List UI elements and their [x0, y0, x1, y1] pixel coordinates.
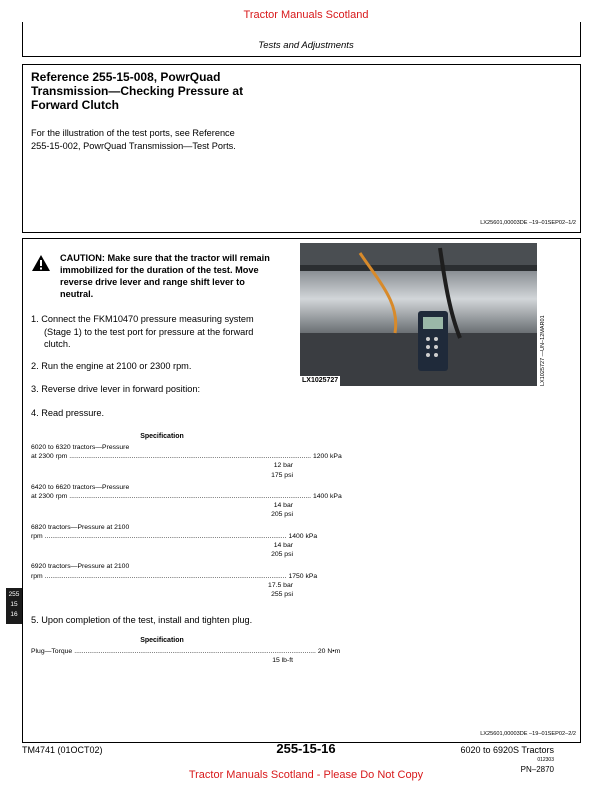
spec-row: [31, 647, 341, 656]
header-left-rule: [22, 22, 23, 56]
small-code: 012303: [537, 757, 554, 763]
spec-entry: [31, 562, 318, 599]
spec-label: 6020 to 6320 tractors—Pressure: [31, 444, 130, 451]
spec-value: 14 bar: [273, 502, 293, 510]
block1-top-rule: [22, 64, 581, 65]
spec-label: 6420 to 6620 tractors—Pressure: [31, 483, 130, 491]
caution-text: [60, 252, 305, 300]
block1-code: LX25601,00003DE –19–01SEP02–1/2: [480, 220, 576, 226]
spec-label: 6920 tractors—Pressure at 2100: [31, 563, 130, 571]
caution-line: neutral.: [60, 289, 94, 299]
title-line: Reference 255-15-008, PowrQuad: [31, 70, 221, 84]
spec-label-cont: at 2300 rpm: [31, 493, 68, 501]
title-line: Forward Clutch: [31, 98, 120, 112]
leader-dots: ................................................................................................................................: [74, 648, 316, 655]
spec-value: 12 bar: [273, 462, 293, 470]
spec-row: [31, 492, 342, 501]
photo-side-label: LX1025727 —UN–12MAR01: [540, 315, 546, 386]
photo-label: LX1025727: [302, 377, 339, 384]
header-rule: [22, 56, 581, 57]
tab-line: 255: [8, 591, 20, 598]
models: 6020 to 6920S Tractors: [460, 745, 554, 755]
leader-dots: ................................................................................................................................: [69, 453, 311, 461]
spec-row: [31, 452, 342, 461]
leader-dots: ................................................................................................................................: [69, 493, 311, 501]
spec-entry: [31, 443, 342, 480]
reference-paragraph: [31, 127, 331, 153]
spec-value: 14 bar: [273, 542, 293, 550]
paragraph-line: 255-15-002, PowrQuad Transmission—Test Ports.: [31, 141, 236, 151]
spec-value: 1750 kPa: [288, 572, 318, 580]
paragraph-line: For the illustration of the test ports, see Reference: [31, 128, 235, 138]
spec-label: Plug—Torque: [31, 648, 73, 655]
spec-value: 205 psi: [271, 551, 293, 559]
step-2: 2. Run the engine at 2100 or 2300 rpm.: [31, 361, 192, 371]
spec-value: 1400 kPa: [313, 493, 342, 501]
step-4: 4. Read pressure.: [31, 408, 105, 418]
plug-spec: [31, 647, 341, 665]
spec-entry: [31, 483, 342, 520]
spec-label-cont: at 2300 rpm: [31, 453, 68, 461]
section-header: Tests and Adjustments: [258, 40, 354, 51]
caution-icon: [31, 253, 51, 273]
block2-top-rule: [22, 238, 581, 239]
caution-line: immobilized for the duration of the test. Move: [60, 265, 259, 275]
spec-row: [31, 572, 318, 581]
step-3: 3. Reverse drive lever in forward position:: [31, 384, 201, 394]
spec-value: 20 N•m: [317, 648, 341, 655]
block1-left-rule: [22, 64, 23, 232]
spec-label: 6820 tractors—Pressure at 2100: [31, 523, 130, 531]
spec-value: 1400 kPa: [288, 532, 318, 540]
caution-line: CAUTION: Make sure that the tractor will remain: [60, 253, 270, 263]
spec-table: [31, 443, 342, 599]
spec-row: [31, 532, 318, 541]
spec-value: 1200 kPa: [313, 453, 342, 461]
manual-id: TM4741 (01OCT02): [22, 745, 103, 755]
spec-entry: [31, 523, 318, 560]
title-line: Transmission—Checking Pressure at: [31, 84, 244, 98]
step-line: 1. Connect the FKM10470 pressure measuring system: [31, 314, 254, 324]
caution-line: reverse drive lever and range shift lever to: [60, 277, 245, 287]
spec-label-cont: rpm: [31, 532, 43, 540]
step-line: (Stage 1) to the test port for pressure at the forward: [44, 326, 254, 337]
spec-value: 205 psi: [271, 511, 293, 519]
watermark-top: Tractor Manuals Scotland: [243, 9, 369, 21]
test-photo: [300, 243, 537, 386]
photo-illustration: [300, 243, 537, 386]
block2-left-rule: [22, 238, 23, 742]
block2-right-rule: [580, 238, 581, 742]
step-1: [31, 313, 301, 351]
step-5: 5. Upon completion of the test, install and tighten plug.: [31, 615, 253, 625]
leader-dots: ................................................................................................................................: [44, 572, 287, 580]
block2-code: LX25601,00003DE –19–01SEP02–2/2: [480, 731, 576, 737]
page-number: 255-15-16: [276, 741, 336, 756]
tab-line: 15: [10, 601, 18, 608]
section-title: [31, 70, 331, 112]
spec-value: 255 psi: [271, 591, 293, 599]
spec-label-cont: rpm: [31, 572, 43, 580]
block1-right-rule: [580, 64, 581, 232]
spec-value: 175 psi: [271, 471, 293, 479]
spec-value: 15 lb-ft: [272, 657, 293, 665]
spec-heading: Specification: [140, 637, 184, 644]
watermark-bottom: Tractor Manuals Scotland - Please Do Not Copy: [188, 769, 424, 781]
block1-bottom-rule: [22, 232, 581, 233]
tab-line: 16: [10, 611, 18, 618]
section-tab: [6, 588, 22, 624]
step-line: clutch.: [44, 339, 71, 349]
pn-number: PN–2870: [520, 765, 554, 774]
spec-heading: Specification: [140, 433, 184, 440]
leader-dots: ................................................................................................................................: [44, 532, 287, 540]
spec-value: 17.5 bar: [268, 581, 293, 589]
header-right-rule: [580, 22, 581, 56]
